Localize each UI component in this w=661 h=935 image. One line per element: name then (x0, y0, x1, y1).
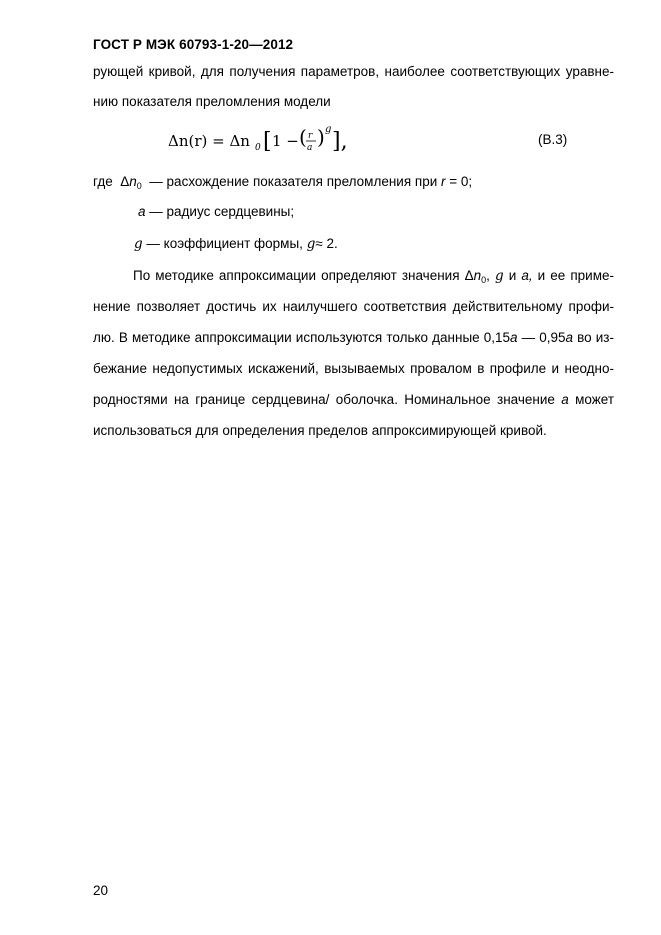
intro-line-1: рующей кривой, для получения параметров, наиболее соответствующих уравне- (93, 64, 614, 79)
paragraph-line-1: По методике аппроксимации определяют значения $\Delta n_0$, g и a, и ее приме- (133, 268, 614, 285)
formula-frac-den: a (307, 143, 313, 153)
intro-line-2: нию показателя преломления модели (93, 94, 331, 109)
definition-text: — коэффициент формы, (146, 236, 303, 251)
formula-number: (B.3) (538, 132, 568, 147)
formula-paren-open: ( (299, 125, 307, 149)
formula-bracket-open: [ (263, 129, 272, 154)
definition-delta-n0 (93, 173, 614, 190)
formula-exponent: g (325, 124, 332, 135)
page-number: 20 (93, 883, 109, 898)
definition-tail: = 0; (449, 174, 473, 189)
paragraph-line-6: использоваться для определения пределов аппроксимирующей кривой. (93, 423, 547, 438)
definition-variable: g (306, 236, 316, 252)
formula-paren-close: ) (317, 125, 325, 149)
definition-prefix: где (93, 174, 113, 189)
paragraph-line-3: лю. В методике аппроксимации используются только данные 0,15a — 0,95a во из- (93, 330, 614, 345)
definition-symbol: g (134, 236, 143, 252)
paragraph-line-4: бежание недопустимых искажений, вызываемых провалом в профиле и неодно- (93, 361, 614, 376)
definition-variable: r (441, 174, 446, 189)
definition-g (134, 235, 338, 253)
definition-a (138, 203, 294, 220)
definition-symbol: a (138, 204, 146, 219)
formula-bracket-close: ], (332, 129, 348, 154)
definition-text: — расхождение показателя преломления при (149, 174, 438, 189)
definition-text: — радиус сердцевины; (149, 204, 295, 219)
paragraph-line-2: нение позволяет достичь их наилучшего соответствия действительному профи- (93, 299, 614, 314)
paragraph-line-5: родностями на границе сердцевина/ оболочка. Номинальное значение a может (93, 392, 614, 407)
page-header: ГОСТ Р МЭК 60793-1-20—2012 (93, 37, 294, 52)
definition-tail: ≈ 2. (315, 236, 338, 251)
formula-lhs: Δn(r) = Δn (168, 132, 250, 150)
definition-symbol: $\Delta n_0$ (120, 174, 142, 191)
formula-one-minus: 1 − (272, 132, 299, 150)
formula-frac-num: r (308, 131, 313, 141)
formula-subscript: 0 (255, 143, 261, 153)
formula-b3 (168, 120, 368, 160)
